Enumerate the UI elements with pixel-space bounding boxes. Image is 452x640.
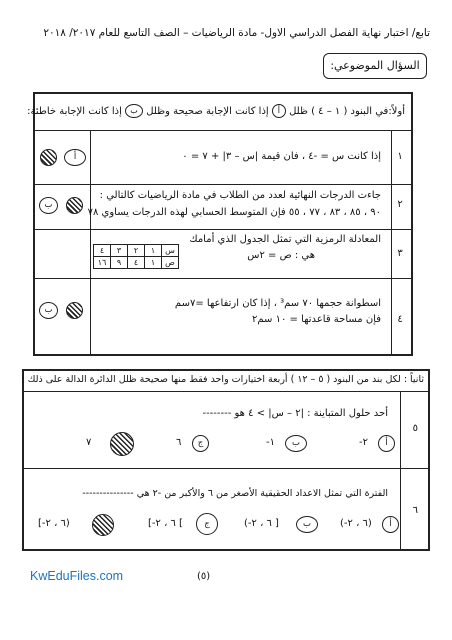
page-number: (٥) <box>197 571 211 582</box>
divider <box>391 130 392 354</box>
table-cell: ١٦ <box>94 257 111 269</box>
choice-circle-a[interactable]: أ <box>382 516 399 533</box>
objective-question-title: السؤال الموضوعي: <box>323 53 427 79</box>
choice-circle-c[interactable]: ج <box>192 435 209 452</box>
choice-text: ٢- <box>359 437 368 448</box>
divider <box>35 130 411 131</box>
answer-a-symbol: أ <box>272 104 286 118</box>
item4-line1: اسطوانة حجمها ٧٠ سم³ ، إذا كان ارتفاعها =٧سم <box>174 298 381 309</box>
part2-frame <box>22 369 430 551</box>
divider <box>35 229 411 230</box>
divider <box>24 468 428 469</box>
table-cell: ٤ <box>128 257 145 269</box>
item1-statement: إذا كانت س = -٤ ، فان قيمة |س – ٣| + ٧ = ٠ <box>182 151 381 162</box>
table-cell: ٤ <box>94 245 111 257</box>
shaded-answer-circle[interactable] <box>40 149 57 166</box>
choice-text: ١- <box>266 437 275 448</box>
table-header-x: س <box>162 245 179 257</box>
item2-answer-badge: ب <box>39 197 58 214</box>
part1-instruction: أولاً:في البنود ( ١ – ٤ ) ظلل أ إذا كانت الإجابة صحيحة وظلل ب إذا كانت الإجابة خاطئة: <box>27 106 405 117</box>
choice-circle-b[interactable]: ب <box>296 516 318 533</box>
choice-circle-a[interactable]: أ <box>378 435 395 452</box>
item-number: ٢ <box>397 199 403 210</box>
divider <box>90 130 91 354</box>
part1-frame <box>27 92 413 356</box>
item-number: ٣ <box>397 248 403 259</box>
table-cell: ١ <box>145 257 162 269</box>
item-number: ١ <box>397 151 403 162</box>
item-number: ٦ <box>412 505 418 516</box>
choice-text: [ ٦ ، ٢-) <box>244 518 279 529</box>
choice-text: (٦ ، ٢-] <box>38 518 70 529</box>
choice-text: ٦ <box>176 437 182 448</box>
item3-line1: المعادلة الرمزية التي تمثل الجدول الذي أمامك <box>189 234 381 245</box>
table-cell: ٣ <box>111 245 128 257</box>
divider <box>24 391 428 392</box>
table-cell: ٢ <box>128 245 145 257</box>
item4-line2: فإن مساحة قاعدتها = ١٠ سم٢ <box>252 314 381 325</box>
answer-b-symbol: ب <box>125 104 143 118</box>
item-number: ٤ <box>397 314 403 325</box>
choice-circle-d-shaded[interactable] <box>92 514 114 536</box>
item-number: ٥ <box>412 423 418 434</box>
choice-text: (٦ ، ٢-) <box>340 518 372 529</box>
item2-line2: ٩٠ ، ٨٥ ، ٨٣ ، ٧٧ ، ٥٥ فإن المتوسط الحسابي لهذه الدرجات يساوي ٧٨ <box>87 207 381 218</box>
shaded-answer-circle[interactable] <box>66 302 83 319</box>
item2-line1: جاءت الدرجات النهائية لعدد من الطلاب في مادة الرياضيات كالتالي : <box>99 190 381 201</box>
item4-answer-badge: ب <box>39 302 58 319</box>
table-header-y: ص <box>162 257 179 269</box>
xy-table <box>93 244 179 269</box>
divider <box>35 278 411 279</box>
choice-text: ] ٦ ، ٢-] <box>148 518 183 529</box>
item6-question: الفترة التي تمثل الاعداد الحقيقية الأصغر من ٦ والأكبر من -٢ هي --------------- <box>82 488 388 499</box>
item3-line2: هي : ص = ٢س <box>247 250 315 261</box>
shaded-answer-circle[interactable] <box>66 197 83 214</box>
exam-header: تابع/ اختبار نهاية الفصل الدراسي الاول- مادة الرياضيات – الصف التاسع للعام ٢٠١٧/ ٢٠١٨ <box>43 27 430 39</box>
divider <box>400 391 401 549</box>
table-cell: ٩ <box>111 257 128 269</box>
choice-circle-d-shaded[interactable] <box>110 432 134 456</box>
choice-circle-c[interactable]: ج <box>196 513 218 535</box>
divider <box>35 184 411 185</box>
site-watermark[interactable]: KwEduFiles.com <box>30 569 124 583</box>
part2-instruction: ثانياً : لكل بند من البنود ( ٥ – ١٢ ) أربعة اختيارات واحد فقط منها صحيحة ظلل الدائرة الدالة على ذلك : <box>21 374 424 385</box>
table-cell: ١ <box>145 245 162 257</box>
item1-answer-badge: أ <box>64 149 86 166</box>
item5-question: أحد حلول المتباينة : |٢ – س| > ٤ هو -------- <box>202 408 388 419</box>
choice-text: ٧ <box>86 437 92 448</box>
choice-circle-b[interactable]: ب <box>285 435 307 452</box>
